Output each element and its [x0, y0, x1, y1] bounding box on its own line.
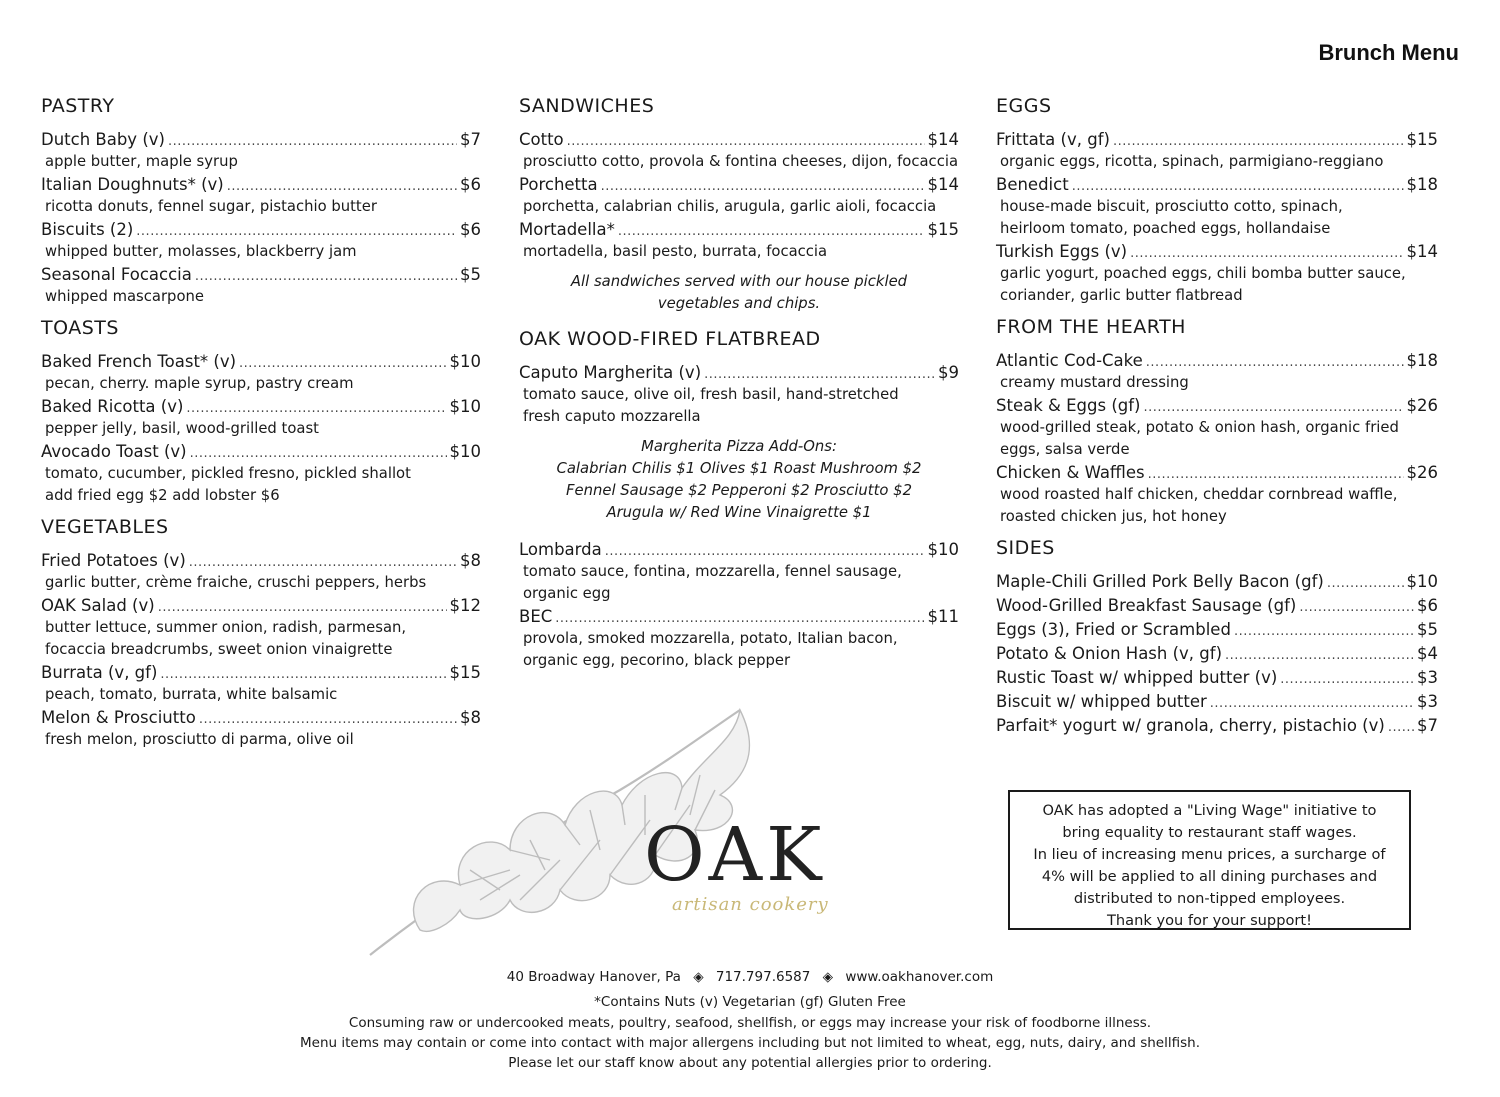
item-price: $9 [938, 363, 959, 382]
menu-item-row [996, 349, 1438, 372]
item-description: add fried egg $2 add lobster $6 [45, 487, 280, 504]
menu-item-row [996, 461, 1438, 484]
item-description: pepper jelly, basil, wood-grilled toast [45, 420, 319, 437]
section-title: FROM THE HEARTH [996, 316, 1186, 338]
menu-item-row [996, 570, 1438, 594]
dot-leader [136, 220, 457, 243]
dot-leader [1327, 572, 1404, 596]
addon-line: Margherita Pizza Add-Ons: [641, 438, 837, 455]
item-price: $3 [1417, 692, 1438, 711]
item-price: $15 [1406, 130, 1438, 149]
item-price: $18 [1406, 351, 1438, 370]
menu-section [996, 315, 1438, 528]
item-price: $15 [927, 220, 959, 239]
item-name: Burrata (v, gf) [41, 663, 158, 682]
menu-item-row [996, 394, 1438, 417]
item-price: $10 [449, 352, 481, 371]
menu-item-row [41, 350, 481, 373]
item-name: Avocado Toast (v) [41, 442, 187, 461]
item-description: apple butter, maple syrup [45, 153, 238, 170]
item-description: porchetta, calabrian chilis, arugula, garlic aioli, focaccia [523, 198, 937, 215]
menu-item-row [996, 618, 1438, 642]
item-price: $7 [460, 130, 481, 149]
item-price: $6 [460, 175, 481, 194]
item-description: house-made biscuit, prosciutto cotto, spinach, [1000, 198, 1343, 215]
menu-section [41, 316, 481, 507]
item-price: $14 [1406, 242, 1438, 261]
menu-section [996, 536, 1438, 738]
logo-wordmark: OAK [644, 812, 826, 898]
item-description: wood roasted half chicken, cheddar cornbread waffle, [1000, 486, 1398, 503]
item-name: Atlantic Cod-Cake [996, 351, 1143, 370]
item-price: $18 [1406, 175, 1438, 194]
item-name: Parfait* yogurt w/ granola, cherry, pistachio (v) [996, 716, 1385, 735]
dot-leader [158, 596, 447, 619]
item-price: $10 [927, 540, 959, 559]
menu-item-row [41, 218, 481, 241]
menu-section [519, 94, 959, 315]
item-name: Eggs (3), Fried or Scrambled [996, 620, 1231, 639]
addon-line: Fennel Sausage $2 Pepperoni $2 Prosciutto $2 [566, 482, 912, 499]
item-description: fresh melon, prosciutto di parma, olive oil [45, 731, 354, 748]
item-name: Potato & Onion Hash (v, gf) [996, 644, 1223, 663]
dot-leader [1210, 692, 1414, 716]
item-name: Benedict [996, 175, 1069, 194]
notice-line: 4% will be applied to all dining purchases and [1041, 868, 1378, 885]
dot-leader [601, 175, 925, 198]
item-description: wood-grilled steak, potato & onion hash, organic fried [1000, 419, 1399, 436]
item-name: Melon & Prosciutto [41, 708, 196, 727]
item-name: Turkish Eggs (v) [996, 242, 1128, 261]
menu-item-row [519, 605, 959, 628]
item-name: Wood-Grilled Breakfast Sausage (gf) [996, 596, 1297, 615]
menu-item-row [519, 173, 959, 196]
item-description: whipped butter, molasses, blackberry jam [45, 243, 357, 260]
item-price: $14 [927, 130, 959, 149]
menu-section [41, 94, 481, 308]
section-title: SANDWICHES [519, 95, 655, 117]
menu-item-row [519, 128, 959, 151]
item-name: Caputo Margherita (v) [519, 363, 702, 382]
item-name: Dutch Baby (v) [41, 130, 165, 149]
menu-item-row [996, 642, 1438, 666]
item-description: mortadella, basil pesto, burrata, focaccia [523, 243, 828, 260]
footer-disclaimer [0, 1013, 1500, 1073]
item-name: Baked Ricotta (v) [41, 397, 184, 416]
menu-item-row [41, 395, 481, 418]
diamond-separator-icon: ◈ [693, 969, 704, 985]
dot-leader [618, 220, 925, 243]
menu-item-row [41, 549, 481, 572]
dot-leader [1225, 644, 1414, 668]
item-description: whipped mascarpone [45, 288, 204, 305]
notice-line: Thank you for your support! [1107, 912, 1312, 929]
dot-leader [1148, 463, 1404, 486]
item-description: tomato sauce, fontina, mozzarella, fennel sausage, [523, 563, 902, 580]
menu-item-row [41, 128, 481, 151]
item-price: $7 [1417, 716, 1438, 735]
dot-leader [189, 551, 457, 574]
item-name: Steak & Eggs (gf) [996, 396, 1141, 415]
addons-list [519, 436, 959, 524]
menu-item-row [996, 714, 1438, 738]
item-description: provola, smoked mozzarella, potato, Italian bacon, [523, 630, 898, 647]
item-description: heirloom tomato, poached eggs, hollandaise [1000, 220, 1331, 237]
item-name: Mortadella* [519, 220, 615, 239]
item-name: Cotto [519, 130, 564, 149]
dot-leader [605, 540, 925, 563]
dot-leader [555, 607, 924, 630]
disclaimer-line: Consuming raw or undercooked meats, poultry, seafood, shellfish, or eggs may increase your risk of foodborne illness. [348, 1015, 1152, 1031]
dot-leader [1388, 716, 1414, 740]
menu-section [519, 327, 959, 672]
dot-leader [186, 397, 446, 420]
item-name: Seasonal Focaccia [41, 265, 192, 284]
notice-line: In lieu of increasing menu prices, a surcharge of [1033, 846, 1386, 863]
item-name: BEC [519, 607, 553, 626]
item-description: creamy mustard dressing [1000, 374, 1189, 391]
item-name: Maple-Chili Grilled Pork Belly Bacon (gf) [996, 572, 1324, 591]
menu-item-row [996, 128, 1438, 151]
item-price: $15 [449, 663, 481, 682]
notice-line: distributed to non-tipped employees. [1073, 890, 1346, 907]
menu-item-row [996, 690, 1438, 714]
notice-line: bring equality to restaurant staff wages. [1062, 824, 1357, 841]
menu-item-row [41, 661, 481, 684]
dot-leader [1072, 175, 1404, 198]
dot-leader [227, 175, 457, 198]
item-description: organic eggs, ricotta, spinach, parmigiano-reggiano [1000, 153, 1384, 170]
menu-item-row [519, 361, 959, 384]
menu-item-row [41, 173, 481, 196]
item-price: $6 [460, 220, 481, 239]
footer-dietary-key: *Contains Nuts (v) Vegetarian (gf) Gluten Free [594, 994, 906, 1010]
dot-leader [567, 130, 925, 153]
item-name: OAK Salad (v) [41, 596, 155, 615]
item-name: Rustic Toast w/ whipped butter (v) [996, 668, 1278, 687]
dot-leader [1130, 242, 1403, 265]
menu-column-middle [519, 94, 959, 680]
section-title: PASTRY [41, 95, 115, 117]
item-name: Italian Doughnuts* (v) [41, 175, 224, 194]
menu-item-row [41, 263, 481, 286]
menu-item-row [519, 538, 959, 561]
page-title: Brunch Menu [1318, 40, 1459, 65]
living-wage-notice [1008, 790, 1411, 930]
item-price: $14 [927, 175, 959, 194]
menu-item-row [41, 594, 481, 617]
footer-website-link[interactable]: www.oakhanover.com [845, 969, 994, 985]
item-description: peach, tomato, burrata, white balsamic [45, 686, 338, 703]
item-description: coriander, garlic butter flatbread [1000, 287, 1243, 304]
footer-phone[interactable]: 717.797.6587 [715, 969, 811, 985]
item-description: tomato, cucumber, pickled fresno, pickled shallot [45, 465, 411, 482]
item-description: eggs, salsa verde [1000, 441, 1130, 458]
item-description: organic egg, pecorino, black pepper [523, 652, 791, 669]
notice-line: OAK has adopted a "Living Wage" initiative to [1042, 802, 1377, 819]
item-name: Baked French Toast* (v) [41, 352, 237, 371]
item-name: Lombarda [519, 540, 602, 559]
dot-leader [168, 130, 457, 153]
dot-leader [1144, 396, 1404, 419]
menu-item-row [996, 240, 1438, 263]
dot-leader [1299, 596, 1414, 620]
menu-item-row [996, 173, 1438, 196]
section-title: OAK WOOD-FIRED FLATBREAD [519, 328, 821, 350]
item-description: organic egg [523, 585, 611, 602]
footer-address: 40 Broadway Hanover, Pa [506, 969, 681, 985]
disclaimer-line: Menu items may contain or come into contact with major allergens including but not limited to wheat, egg, nuts, dairy, and shellfish. [299, 1035, 1200, 1051]
dot-leader [160, 663, 446, 686]
item-price: $10 [449, 397, 481, 416]
dot-leader [190, 442, 447, 465]
item-price: $6 [1417, 596, 1438, 615]
logo-subtitle: artisan cookery [672, 894, 829, 915]
menu-item-row [519, 218, 959, 241]
note-line: All sandwiches served with our house pickled [570, 273, 908, 290]
item-price: $10 [1406, 572, 1438, 591]
menu-item-row [996, 666, 1438, 690]
item-description: focaccia breadcrumbs, sweet onion vinaigrette [45, 641, 393, 658]
dot-leader [239, 352, 446, 375]
section-title: SIDES [996, 537, 1055, 559]
item-price: $26 [1406, 463, 1438, 482]
item-price: $10 [449, 442, 481, 461]
note-line: vegetables and chips. [657, 295, 821, 312]
item-price: $8 [460, 551, 481, 570]
item-price: $11 [927, 607, 959, 626]
item-name: Fried Potatoes (v) [41, 551, 186, 570]
item-description: garlic butter, crème fraiche, cruschi peppers, herbs [45, 574, 427, 591]
item-name: Frittata (v, gf) [996, 130, 1110, 149]
item-name: Biscuits (2) [41, 220, 134, 239]
dot-leader [1280, 668, 1414, 692]
item-description: garlic yogurt, poached eggs, chili bomba butter sauce, [1000, 265, 1406, 282]
section-title: VEGETABLES [41, 516, 169, 538]
section-note [519, 271, 959, 315]
item-name: Biscuit w/ whipped butter [996, 692, 1207, 711]
item-price: $26 [1406, 396, 1438, 415]
menu-column-left [41, 94, 481, 759]
item-description: fresh caputo mozzarella [523, 408, 701, 425]
footer-contact [0, 967, 1500, 987]
dot-leader [704, 363, 935, 386]
item-description: tomato sauce, olive oil, fresh basil, hand-stretched [523, 386, 899, 403]
item-price: $4 [1417, 644, 1438, 663]
dot-leader [1113, 130, 1404, 153]
item-description: pecan, cherry. maple syrup, pastry cream [45, 375, 354, 392]
item-price: $5 [460, 265, 481, 284]
menu-column-right [996, 94, 1438, 746]
item-description: butter lettuce, summer onion, radish, parmesan, [45, 619, 407, 636]
item-description: roasted chicken jus, hot honey [1000, 508, 1227, 525]
addon-line: Calabrian Chilis $1 Olives $1 Roast Mushroom $2 [556, 460, 922, 477]
item-price: $12 [449, 596, 481, 615]
diamond-separator-icon: ◈ [822, 969, 834, 985]
dot-leader [195, 265, 457, 288]
item-description: prosciutto cotto, provola & fontina cheeses, dijon, focaccia [523, 153, 959, 170]
disclaimer-line: Please let our staff know about any potential allergies prior to ordering. [508, 1055, 992, 1071]
dot-leader [1146, 351, 1404, 374]
dot-leader [1234, 620, 1414, 644]
item-price: $3 [1417, 668, 1438, 687]
item-name: Porchetta [519, 175, 598, 194]
addon-line: Arugula w/ Red Wine Vinaigrette $1 [606, 504, 872, 521]
item-price: $8 [460, 708, 481, 727]
menu-section [996, 94, 1438, 307]
section-title: TOASTS [41, 317, 119, 339]
item-name: Chicken & Waffles [996, 463, 1145, 482]
menu-item-row [41, 440, 481, 463]
menu-item-row [996, 594, 1438, 618]
item-price: $5 [1417, 620, 1438, 639]
section-title: EGGS [996, 95, 1052, 117]
item-description: ricotta donuts, fennel sugar, pistachio butter [45, 198, 377, 215]
